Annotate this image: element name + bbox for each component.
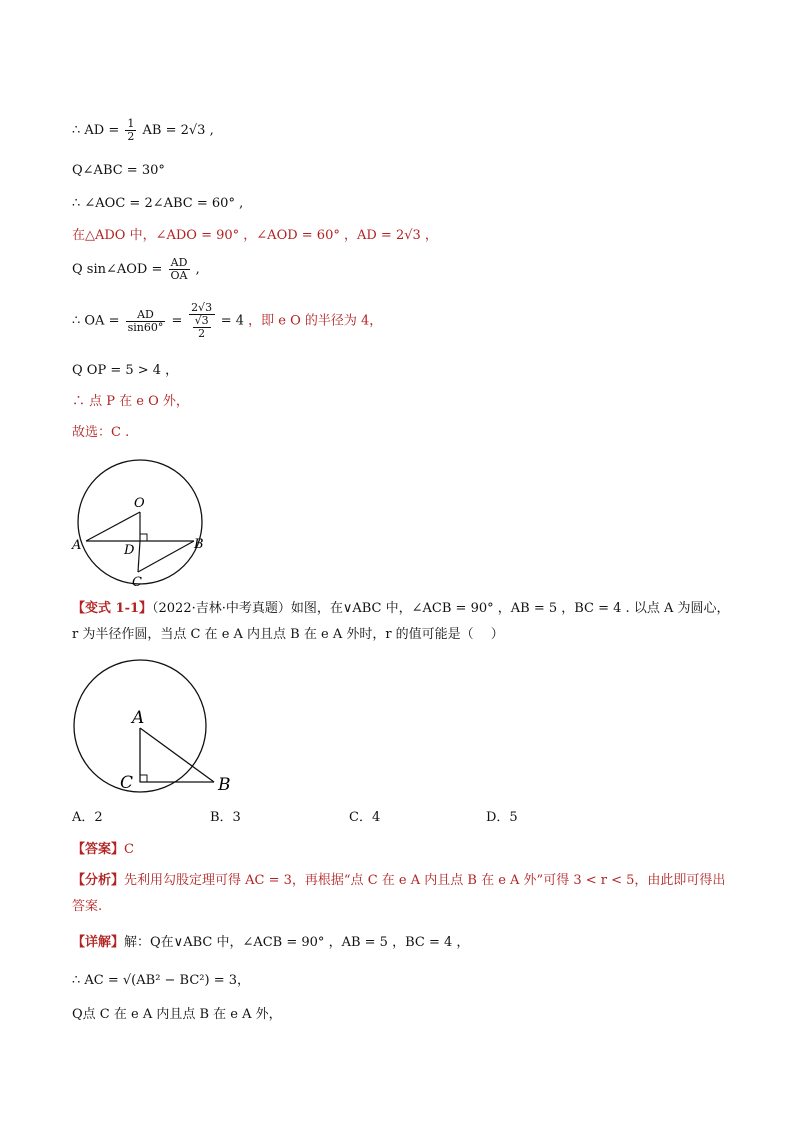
option-c: C．4 — [349, 810, 381, 825]
sin-prefix: Q sin∠AOD = — [72, 262, 163, 277]
detail-line-2: ∴ AC = √(AB² − BC²) = 3， — [72, 973, 251, 988]
frac-den: OA — [170, 269, 188, 282]
label-d: D — [124, 543, 135, 558]
segment-cb — [138, 541, 194, 572]
label-o: O — [134, 496, 145, 511]
inner-fraction — [193, 315, 211, 340]
variant-tag: 【变式 1-1】 — [72, 601, 153, 616]
detail-line-3: Q点 C 在 e A 内且点 B 在 e A 外， — [72, 1007, 282, 1022]
answer-tag: 【答案】 — [72, 842, 125, 857]
answer-line — [72, 841, 134, 859]
line-sin — [72, 257, 200, 282]
ad-prefix: ∴ AD = — [72, 123, 120, 138]
line-op: Q OP = 5 > 4 ， — [72, 363, 179, 378]
right-angle-mark — [140, 775, 147, 782]
detail-text: 解：Q在∨ABC 中，∠ACB = 90° ，AB = 5 ，BC = 4 ， — [124, 935, 470, 950]
option-d: D．5 — [486, 810, 518, 825]
segment-oa — [86, 512, 140, 541]
option-b: B．3 — [210, 810, 241, 825]
label-c: C — [132, 575, 142, 590]
frac-den-compound — [189, 315, 215, 340]
circle-figure-2 — [70, 658, 240, 798]
label-a: A — [72, 538, 82, 553]
detail-tag: 【详解】 — [72, 935, 125, 950]
fraction-compound — [189, 302, 215, 340]
analysis-tag: 【分析】 — [72, 873, 125, 888]
line-ad — [72, 118, 214, 143]
right-angle-mark — [140, 534, 147, 541]
analysis-text: 先利用勾股定理可得 AC = 3，再根据“点 C 在 e A 内且点 B 在 e A 外”可得 3 < r < 5，由此即可得出答案. — [72, 873, 726, 914]
line-triangle-ado: 在△ADO 中，∠ADO = 90° ，∠AOD = 60° ，AD = 2√3 ， — [72, 228, 438, 243]
variant-question — [72, 596, 732, 648]
line-abc: Q∠ABC = 30° — [72, 163, 165, 178]
frac-den: sin60° — [127, 320, 164, 334]
line-point-p: ∴ 点 P 在 e O 外， — [72, 394, 189, 409]
line-oa — [72, 302, 382, 340]
oa-result: = 4 — [220, 313, 245, 329]
segment-dc — [138, 541, 140, 572]
label-a: A — [132, 708, 145, 728]
variant-text: （2022·吉林·中考真题）如图，在∨ABC 中，∠ACB = 90° ，AB = 5 ，BC = 4 . 以点 A 为圆心，r 为半径作圆，当点 C 在 e A 内且点 B 在 e A 外时，r 的值可能是（ ） — [72, 601, 730, 642]
frac-den: 2 — [127, 130, 135, 143]
label-b: B — [194, 537, 204, 552]
radius-conclusion: ，即 e O 的半径为 4， — [248, 313, 383, 329]
ad-suffix: AB = 2√3 , — [142, 123, 214, 138]
detail-line-1 — [72, 934, 469, 952]
fraction-ad-sin60 — [126, 309, 166, 334]
line-choice: 故选：C . — [72, 425, 130, 440]
oa-prefix: ∴ OA = — [72, 313, 120, 329]
answer-value: C — [124, 842, 134, 857]
frac-num: AD — [126, 309, 166, 322]
analysis-block — [72, 868, 732, 920]
inner-den: 2 — [198, 327, 206, 340]
inner-num: √3 — [194, 314, 209, 327]
frac-num: 2√3 — [189, 302, 215, 315]
line-aoc: ∴ ∠AOC = 2∠ABC = 60° , — [72, 196, 244, 211]
fraction-ad-oa — [169, 257, 190, 282]
label-b: B — [218, 775, 231, 795]
equals-sign: = — [171, 313, 183, 329]
fraction-half — [125, 118, 136, 143]
sin-suffix: , — [195, 262, 200, 277]
segment-ab — [140, 728, 214, 782]
option-a: A．2 — [72, 810, 103, 825]
frac-num: 1 — [127, 117, 135, 130]
circle-figure-1 — [70, 450, 220, 590]
label-c: C — [120, 773, 134, 793]
frac-num: AD — [169, 257, 190, 270]
